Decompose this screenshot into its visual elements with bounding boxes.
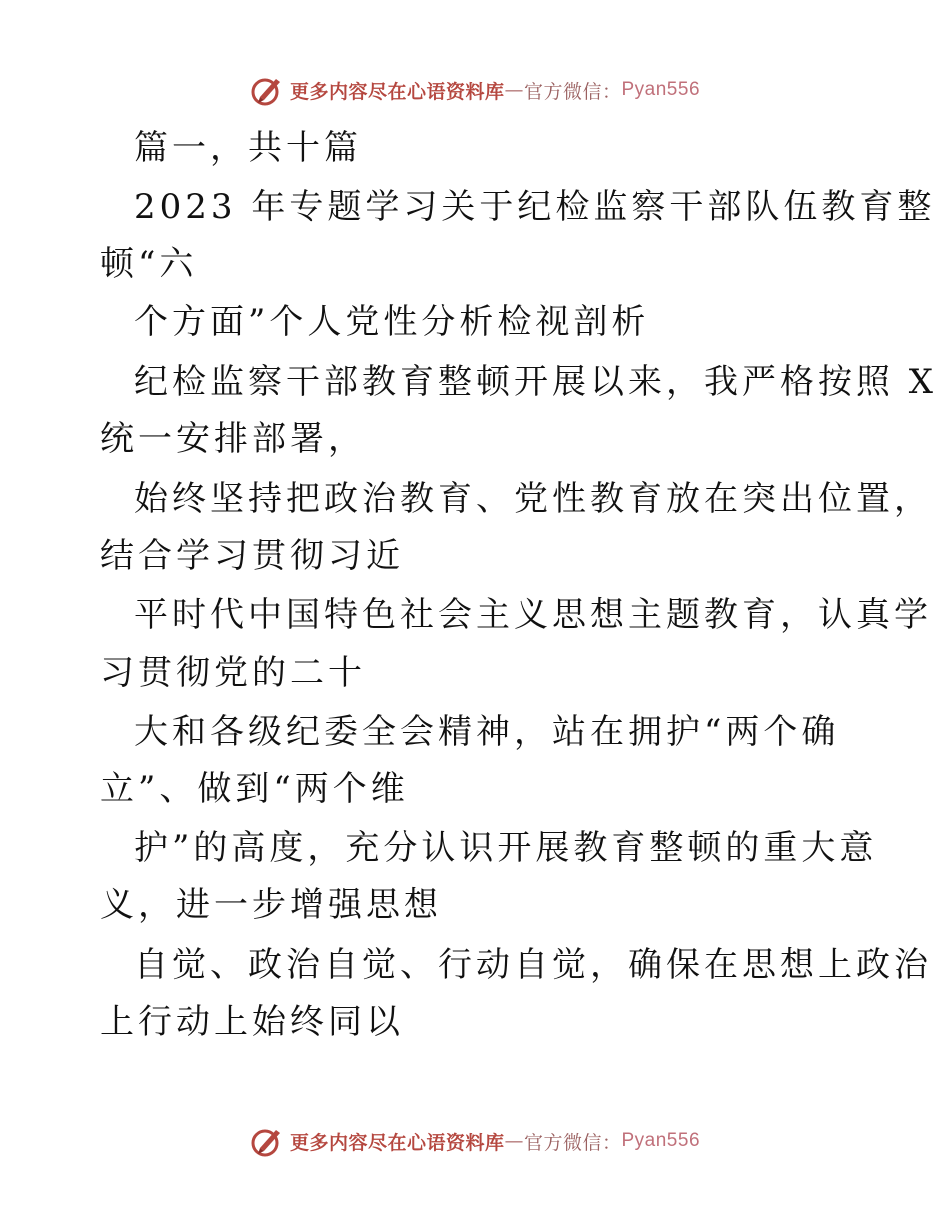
doc-line-11: 大和各级纪委全会精神，站在拥护“两个确	[134, 712, 840, 752]
watermark-site-name: 更多内容尽在心语资料库	[289, 80, 505, 103]
doc-line-10: 习贯彻党的二十	[100, 653, 366, 693]
footer-watermark	[0, 1121, 950, 1161]
watermark-wechat-id: Pyan556	[621, 79, 701, 100]
watermark-dash: —	[504, 79, 524, 101]
doc-line-4: 个方面”个人党性分析检视剖析	[134, 302, 650, 342]
watermark-site-name: 更多内容尽在心语资料库	[289, 1131, 505, 1154]
doc-line-15: 自觉、政治自觉、行动自觉，确保在思想上政治	[134, 945, 932, 985]
watermark-wechat-label: 官方微信：	[523, 1131, 622, 1154]
doc-line-7: 始终坚持把政治教育、党性教育放在突出位置，	[134, 479, 932, 519]
doc-line-6: 统一安排部署，	[100, 419, 366, 459]
doc-line-5: 纪检监察干部教育整顿开展以来，我严格按照 X	[134, 362, 938, 402]
doc-line-3: 顿“六	[100, 244, 198, 284]
doc-line-13: 护”的高度，充分认识开展教育整顿的重大意	[134, 828, 878, 868]
doc-line-14: 义，进一步增强思想	[100, 885, 442, 925]
watermark-wechat-label: 官方微信：	[523, 80, 622, 103]
doc-line-16: 上行动上始终同以	[100, 1002, 404, 1042]
header-watermark	[0, 70, 950, 110]
doc-line-9: 平时代中国特色社会主义思想主题教育，认真学	[134, 595, 932, 635]
doc-line-2: 2023 年专题学习关于纪检监察干部队伍教育整	[134, 187, 936, 227]
pen-logo-icon	[250, 73, 284, 107]
doc-line-8: 结合学习贯彻习近	[100, 536, 404, 576]
watermark-wechat-id: Pyan556	[621, 1130, 701, 1151]
watermark-dash: —	[504, 1130, 524, 1152]
doc-line-1: 篇一，共十篇	[134, 128, 362, 168]
pen-logo-icon	[250, 1124, 284, 1158]
doc-line-12: 立”、做到“两个维	[100, 769, 409, 809]
